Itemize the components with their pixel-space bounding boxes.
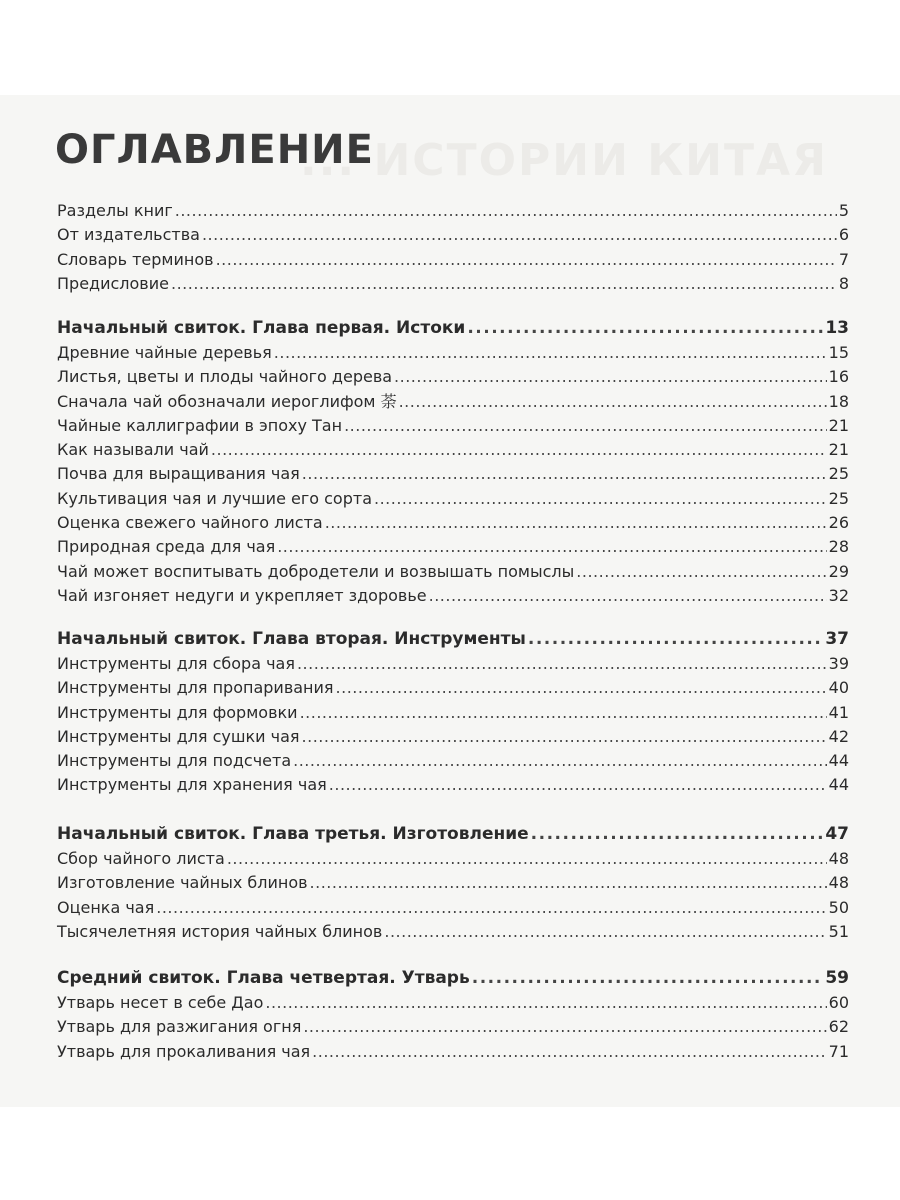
- entry-page: 26: [828, 513, 849, 533]
- entry-label: Чайные каллиграфии в эпоху Тан: [57, 415, 343, 435]
- entry-page: 42: [828, 726, 849, 746]
- chapter-heading[interactable]: [57, 821, 849, 847]
- entry-label: Утварь для прокаливания чая: [57, 1041, 311, 1061]
- chapter-title: Начальный свиток. Глава вторая. Инструменты: [57, 629, 526, 649]
- chapter3-section: [57, 821, 849, 944]
- entry-page: 62: [828, 1017, 849, 1037]
- leader-dots: [467, 315, 823, 341]
- leader-dots: [300, 701, 827, 725]
- leader-dots: [312, 1040, 826, 1064]
- toc-entry[interactable]: [57, 341, 849, 365]
- entry-page: 48: [828, 849, 849, 868]
- toc-entry[interactable]: [57, 199, 849, 223]
- toc-entry[interactable]: [57, 1040, 849, 1064]
- chapter-page: 13: [825, 318, 849, 338]
- toc-entry[interactable]: [57, 223, 849, 247]
- leader-dots: [175, 199, 837, 223]
- entry-page: 28: [828, 537, 849, 557]
- toc-entry[interactable]: [57, 1015, 849, 1039]
- toc-entry[interactable]: [57, 773, 849, 797]
- entry-page: 5: [838, 201, 849, 220]
- entry-label: Инструменты для пропаривания: [57, 678, 334, 698]
- leader-dots: [310, 871, 827, 895]
- toc-entry[interactable]: [57, 749, 849, 773]
- toc-entry[interactable]: [57, 584, 849, 608]
- leader-dots: [277, 535, 826, 559]
- leader-dots: [344, 414, 827, 438]
- leader-dots: [156, 896, 826, 920]
- entry-label: Утварь для разжигания огня: [57, 1017, 302, 1037]
- entry-label: Предисловие: [57, 273, 169, 293]
- chapter-heading[interactable]: [57, 315, 849, 341]
- leader-dots: [336, 676, 827, 700]
- chapter-page: 59: [825, 968, 849, 988]
- chapter-page: 37: [825, 629, 849, 649]
- entry-page: 51: [828, 921, 849, 941]
- entry-page: 8: [838, 273, 849, 293]
- toc-entry[interactable]: [57, 487, 849, 511]
- entry-label: Культивация чая и лучшие его сорта: [57, 488, 372, 508]
- entry-label: Чай изгоняет недуги и укрепляет здоровье: [57, 585, 427, 605]
- front-matter-section: [57, 199, 849, 296]
- chapter4-section: [57, 965, 849, 1064]
- toc-entry[interactable]: [57, 414, 849, 438]
- toc-entry[interactable]: [57, 725, 849, 749]
- entry-page: 18: [828, 391, 849, 411]
- entry-label: Оценка чая: [57, 897, 155, 917]
- chapter-heading[interactable]: [57, 626, 849, 652]
- chapter1-section: [57, 315, 849, 608]
- leader-dots: [303, 1015, 826, 1039]
- leader-dots: [302, 725, 827, 749]
- leader-dots: [297, 652, 827, 676]
- entry-label: Природная среда для чая: [57, 537, 276, 557]
- entry-page: 48: [828, 873, 849, 893]
- bleed-through-watermark: ... ИСТОРИИ КИТАЯ: [300, 135, 828, 186]
- toc-entry[interactable]: [57, 248, 849, 272]
- entry-label: Сбор чайного листа: [57, 849, 225, 868]
- leader-dots: [374, 487, 827, 511]
- toc-entry[interactable]: [57, 896, 849, 920]
- leader-dots: [528, 626, 823, 652]
- leader-dots: [274, 341, 827, 365]
- leader-dots: [227, 847, 827, 871]
- entry-label: Инструменты для сбора чая: [57, 654, 295, 673]
- entry-page: 16: [828, 367, 849, 387]
- entry-page: 21: [828, 415, 849, 435]
- entry-page: 29: [828, 561, 849, 581]
- leader-dots: [394, 365, 827, 389]
- page-title: ОГЛАВЛЕНИЕ: [55, 127, 374, 173]
- entry-page: 7: [838, 249, 849, 269]
- entry-label: Листья, цветы и плоды чайного дерева: [57, 367, 393, 387]
- entry-page: 32: [828, 585, 849, 605]
- toc-entry[interactable]: [57, 390, 849, 414]
- entry-label: Инструменты для подсчета: [57, 751, 292, 771]
- toc-entry[interactable]: [57, 676, 849, 700]
- toc-entry[interactable]: [57, 652, 849, 676]
- chapter-title: Начальный свиток. Глава третья. Изготовление: [57, 824, 529, 844]
- leader-dots: [472, 965, 824, 991]
- entry-label: Почва для выращивания чая: [57, 464, 300, 484]
- leader-dots: [293, 749, 827, 773]
- entry-label: От издательства: [57, 225, 200, 245]
- entry-page: 25: [828, 464, 849, 484]
- entry-label: Утварь несет в себе Дао: [57, 993, 264, 1012]
- entry-page: 40: [828, 678, 849, 698]
- toc-entry[interactable]: [57, 365, 849, 389]
- entry-label: Изготовление чайных блинов: [57, 873, 308, 893]
- leader-dots: [429, 584, 827, 608]
- toc-entry[interactable]: [57, 847, 849, 871]
- entry-page: 71: [828, 1041, 849, 1061]
- toc-entry[interactable]: [57, 535, 849, 559]
- leader-dots: [384, 920, 826, 944]
- leader-dots: [399, 390, 827, 414]
- toc-entry[interactable]: [57, 991, 849, 1015]
- leader-dots: [302, 462, 827, 486]
- leader-dots: [531, 821, 824, 847]
- leader-dots: [216, 248, 837, 272]
- entry-label: Разделы книг: [57, 201, 173, 220]
- toc-entry[interactable]: [57, 871, 849, 895]
- leader-dots: [265, 991, 826, 1015]
- chapter-heading[interactable]: [57, 965, 849, 991]
- entry-label: Тысячелетняя история чайных блинов: [57, 921, 383, 941]
- entry-label: Инструменты для сушки чая: [57, 726, 300, 746]
- book-page: [0, 95, 900, 1107]
- entry-label: Как называли чай: [57, 440, 209, 460]
- leader-dots: [325, 511, 827, 535]
- entry-label: Словарь терминов: [57, 249, 214, 269]
- entry-label: Инструменты для хранения чая: [57, 775, 327, 795]
- entry-page: 50: [828, 897, 849, 917]
- toc-entry[interactable]: [57, 701, 849, 725]
- toc-entry[interactable]: [57, 560, 849, 584]
- chapter-title: Средний свиток. Глава четвертая. Утварь: [57, 968, 470, 988]
- toc-entry[interactable]: [57, 462, 849, 486]
- toc-entry[interactable]: [57, 272, 849, 296]
- leader-dots: [329, 773, 827, 797]
- entry-label: Инструменты для формовки: [57, 702, 298, 722]
- chapter-title: Начальный свиток. Глава первая. Истоки: [57, 318, 466, 338]
- entry-page: 41: [828, 702, 849, 722]
- toc-entry[interactable]: [57, 438, 849, 462]
- entry-page: 39: [828, 654, 849, 673]
- entry-label: Оценка свежего чайного листа: [57, 513, 323, 533]
- entry-page: 6: [838, 225, 849, 245]
- entry-label: Чай может воспитывать добродетели и возвышать помыслы: [57, 561, 575, 581]
- entry-page: 15: [828, 343, 849, 362]
- entry-page: 44: [828, 775, 849, 795]
- entry-label: Сначала чай обозначали иероглифом 荼: [57, 391, 397, 411]
- leader-dots: [211, 438, 827, 462]
- leader-dots: [171, 272, 837, 296]
- entry-label: Древние чайные деревья: [57, 343, 272, 362]
- chapter2-section: [57, 626, 849, 798]
- entry-page: 21: [828, 440, 849, 460]
- chapter-page: 47: [825, 824, 849, 844]
- entry-page: 60: [828, 993, 849, 1012]
- leader-dots: [576, 560, 826, 584]
- leader-dots: [202, 223, 837, 247]
- toc-entry[interactable]: [57, 511, 849, 535]
- toc-entry[interactable]: [57, 920, 849, 944]
- entry-page: 44: [828, 751, 849, 771]
- entry-page: 25: [828, 488, 849, 508]
